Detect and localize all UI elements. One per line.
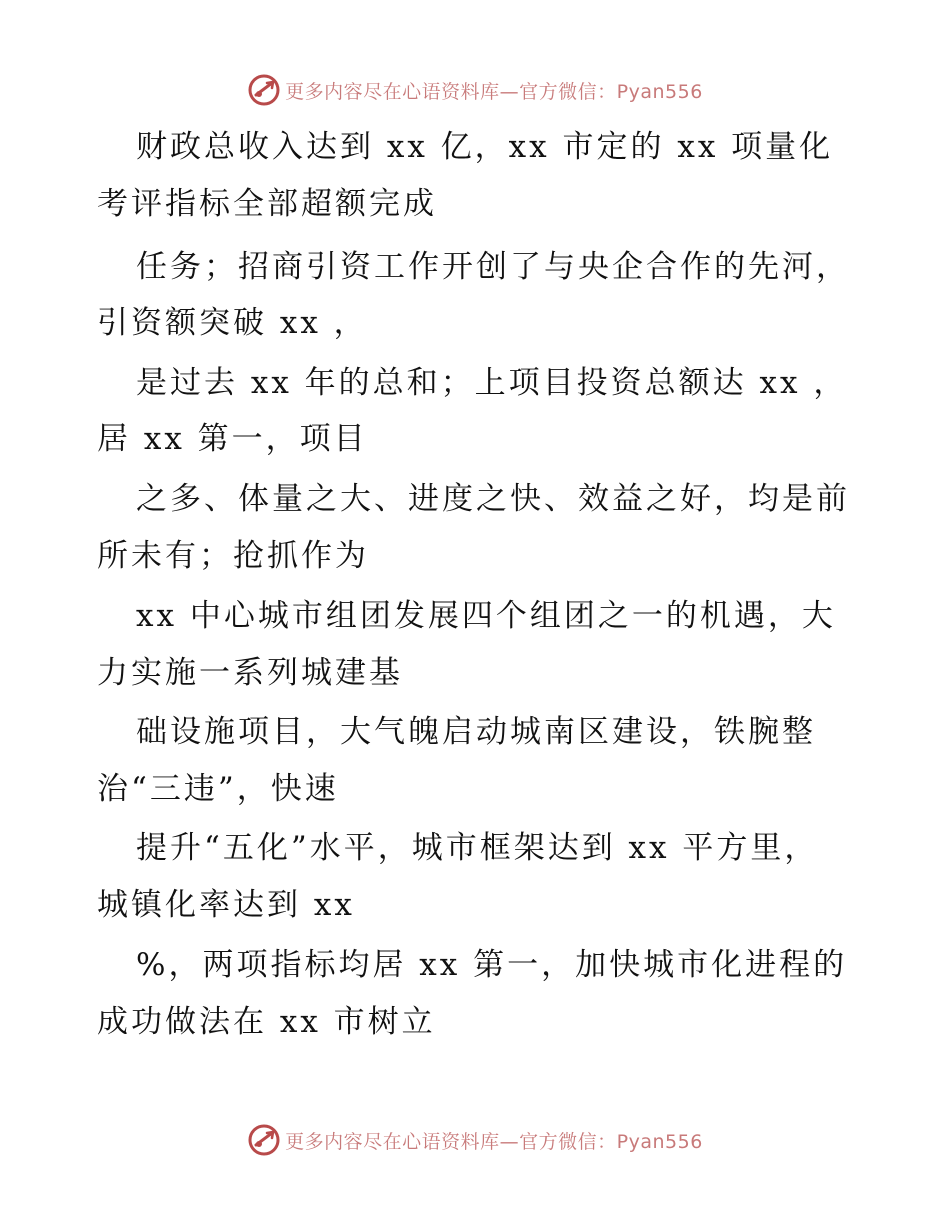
body-line: 任务；招商引资工作开创了与央企合作的先河， xyxy=(136,249,850,285)
body-line: 引资额突破 xx ， xyxy=(97,305,368,341)
body-line: xx 中心城市组团发展四个组团之一的机遇，大 xyxy=(136,598,836,634)
body-line: 之多、体量之大、进度之快、效益之好，均是前 xyxy=(136,481,850,517)
body-line: 城镇化率达到 xx xyxy=(97,887,355,923)
body-line: 成功做法在 xx 市树立 xyxy=(97,1004,436,1040)
body-line: 居 xx 第一，项目 xyxy=(97,421,368,457)
body-line: 考评指标全部超额完成 xyxy=(97,186,437,222)
brand-logo-icon xyxy=(247,1123,281,1157)
body-line: 础设施项目，大气魄启动城南区建设，铁腕整 xyxy=(136,714,816,750)
body-line: 所未有；抢抓作为 xyxy=(97,538,369,574)
body-line: %，两项指标均居 xx 第一，加快城市化进程的 xyxy=(136,947,848,983)
header-watermark-text: 更多内容尽在心语资料库—官方微信：Pyan556 xyxy=(285,80,703,103)
body-line: 治“三违”，快速 xyxy=(97,771,339,807)
footer-watermark xyxy=(0,1120,950,1160)
body-line: 财政总收入达到 xx 亿，xx 市定的 xx 项量化 xyxy=(136,129,834,165)
footer-watermark-text: 更多内容尽在心语资料库—官方微信：Pyan556 xyxy=(285,1130,703,1153)
body-line: 提升“五化”水平，城市框架达到 xx 平方里， xyxy=(136,830,819,866)
body-line: 力实施一系列城建基 xyxy=(97,655,403,691)
body-line: 是过去 xx 年的总和；上项目投资总额达 xx ， xyxy=(136,365,848,401)
